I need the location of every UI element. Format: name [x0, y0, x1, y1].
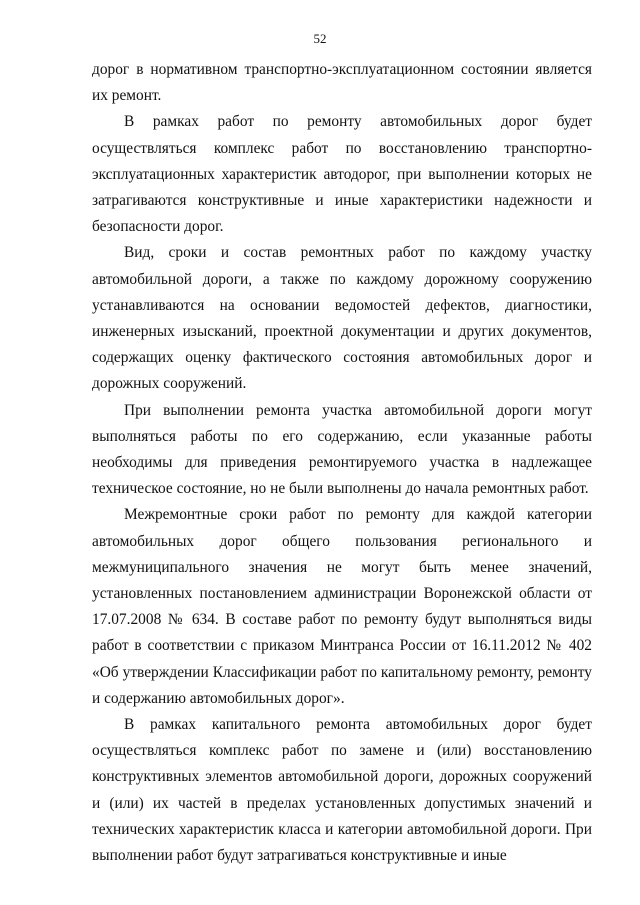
paragraph-1: дорог в нормативном транспортно-эксплуатационном состоянии является их ремонт.: [92, 61, 592, 105]
page-number: 52: [313, 31, 327, 46]
paragraph-6: В рамках капитального ремонта автомобильных дорог будет осуществляться комплекс работ по замене и (или) восстановлению конструктивных элементов автомобильной дороги, дорожных сооружений и (или) их частей в пределах установленных допустимых значений и технических характеристик класса и категории автомобильной дороги. При выполнении работ будут затрагиваться конструктивные и иные: [92, 716, 592, 865]
paragraph-5: Межремонтные сроки работ по ремонту для каждой категории автомобильных дорог общего пользования регионального и межмуниципального значения не могут быть менее значений, установленных постановлением администрации Воронежской области от 17.07.2008 № 634. В составе работ по ремонту будут выполняться виды работ в соответствии с приказом Минтранса России от 16.11.2012 № 402 «Об утверждении Классификации работ по капитальному ремонту, ремонту и содержанию автомобильных дорог».: [92, 506, 592, 707]
paragraph-4: При выполнении ремонта участка автомобильной дороги могут выполняться работы по его содержанию, если указанные работы необходимы для приведения ремонтируемого участка в надлежащее техническое состояние, но не были выполнены до начала ремонтных работ.: [92, 401, 592, 498]
paragraph-3: Вид, сроки и состав ремонтных работ по каждому участку автомобильной дороги, а также по каждому дорожному сооружению устанавливаются на основании ведомостей дефектов, диагностики, инженерных изысканий, проектной документации и других документов, содержащих оценку фактического состояния автомобильных дорог и дорожных сооружений.: [92, 244, 592, 393]
paragraph-2: В рамках работ по ремонту автомобильных дорог будет осуществляться комплекс работ по восстановлению транспортно-эксплуатационных характеристик автодорог, при выполнении которых не затрагиваются конструктивные и иные характеристики надежности и безопасности дорог.: [92, 113, 592, 236]
body-text: [92, 57, 592, 869]
